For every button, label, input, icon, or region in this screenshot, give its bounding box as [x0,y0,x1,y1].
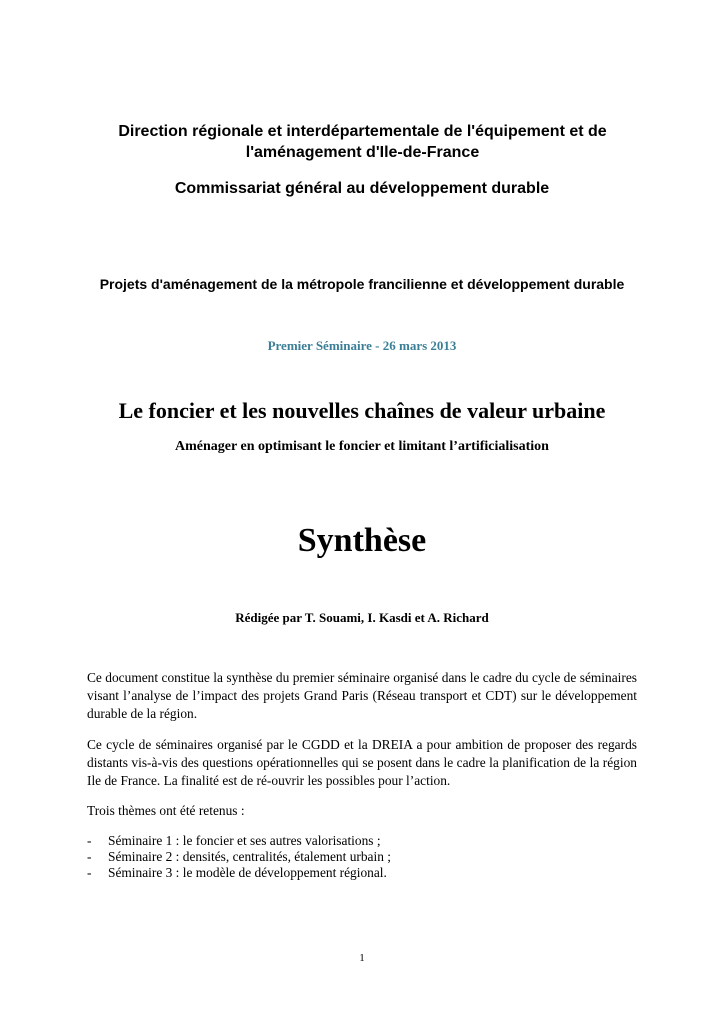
intro-paragraph: Ce document constitue la synthèse du premier séminaire organisé dans le cadre du cycle de séminaires visant l’analyse de l’impact des projets Grand Paris (Réseau transport et CDT) sur le développement durable de la région. [87,670,637,721]
main-title: Le foncier et les nouvelles chaînes de valeur urbaine [118,398,606,423]
page-number: 1 [359,952,365,964]
bullet-dash: - [87,865,92,880]
themes-list [87,833,637,881]
purpose-paragraph: Ce cycle de séminaires organisé par le CGDD et la DREIA a pour ambition de proposer des regards distants vis-à-vis des questions opérationnelles qui se posent dans le cadre la planification de la région Ile de France. La finalité est de ré-ouvrir les possibles pour l’action. [87,737,637,788]
list-item [87,865,637,881]
subtitle: Aménager en optimisant le foncier et limitant l’artificialisation [175,439,549,454]
themes-intro: Trois thèmes ont été retenus : [87,803,245,818]
seminar-date: Premier Séminaire - 26 mars 2013 [267,338,457,353]
list-item [87,849,637,865]
list-item-text: Séminaire 3 : le modèle de développement régional. [108,865,387,880]
list-item-text: Séminaire 1 : le foncier et ses autres valorisations ; [108,833,381,848]
project-title: Projets d'aménagement de la métropole francilienne et développement durable [99,276,625,292]
authors-line: Rédigée par T. Souami, I. Kasdi et A. Richard [235,610,489,625]
list-item-text: Séminaire 2 : densités, centralités, étalement urbain ; [108,849,391,864]
organization-heading: Direction régionale et interdépartementale de l'équipement et de l'aménagement d'Ile-de-France [118,123,607,161]
bullet-dash: - [87,849,92,864]
list-item [87,833,637,849]
document-type-title: Synthèse [297,522,427,559]
sub-organization-heading: Commissariat général au développement durable [174,180,550,197]
bullet-dash: - [87,833,92,848]
